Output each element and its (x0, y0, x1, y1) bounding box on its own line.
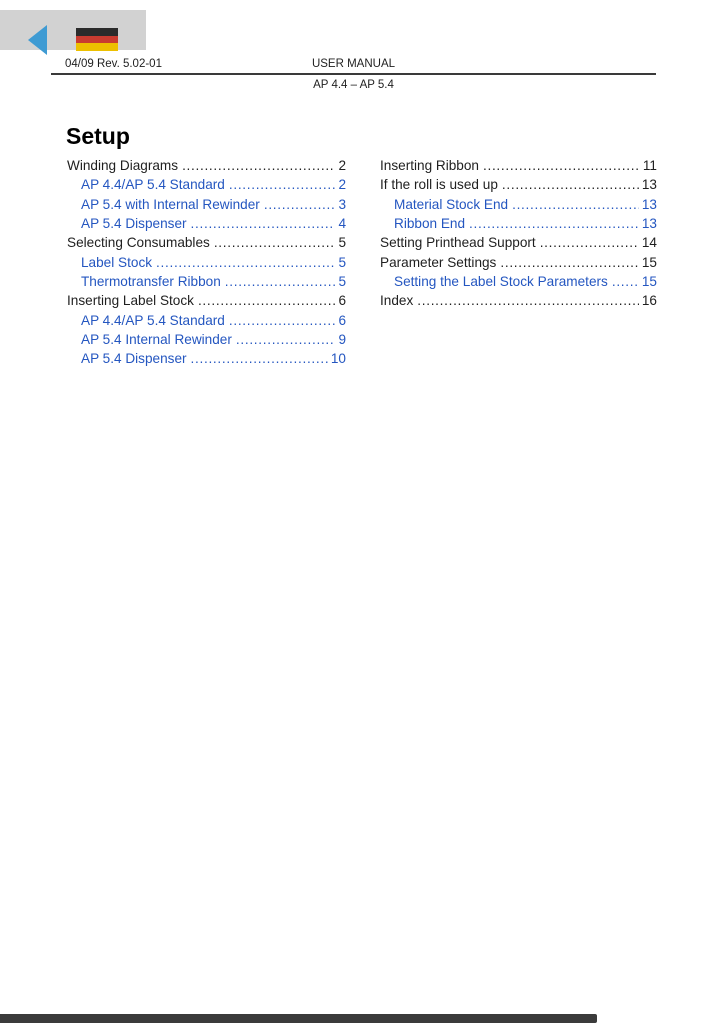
back-arrow-icon[interactable] (28, 25, 47, 55)
toc-entry-label: AP 5.4 with Internal Rewinder (81, 196, 260, 212)
toc-entry-page: 6 (338, 293, 346, 309)
viewer-nav-box (0, 10, 146, 50)
toc-entry-label: Material Stock End (394, 196, 509, 212)
toc-entry[interactable] (380, 272, 657, 291)
toc-entry[interactable] (380, 175, 657, 194)
toc-entry-page: 15 (641, 254, 657, 270)
dot-leader (264, 195, 336, 214)
header-doc-type: USER MANUAL (311, 58, 396, 70)
dot-leader (612, 272, 639, 291)
toc-entry-label: Inserting Label Stock (67, 293, 194, 309)
dot-leader (236, 330, 336, 349)
dot-leader (500, 253, 639, 272)
toc-entry-page: 10 (330, 351, 346, 367)
toc-entry[interactable] (67, 330, 346, 349)
toc-entry-label: Inserting Ribbon (380, 158, 479, 173)
dot-leader (483, 156, 640, 175)
toc-entry[interactable] (67, 272, 346, 291)
toc-entry[interactable] (380, 214, 657, 233)
toc-entry[interactable] (67, 253, 346, 272)
dot-leader (417, 291, 639, 310)
toc-entry[interactable] (67, 233, 346, 252)
toc-entry-page: 13 (641, 196, 657, 212)
dot-leader (229, 311, 336, 330)
toc-entry-page: 6 (338, 312, 346, 328)
toc-entry-page: 5 (338, 235, 346, 251)
header-revision: 04/09 Rev. 5.02-01 (65, 58, 162, 70)
toc-entry[interactable] (67, 291, 346, 310)
toc-entry[interactable] (380, 233, 657, 252)
toc-entry[interactable] (67, 156, 346, 175)
toc-entry[interactable] (67, 214, 346, 233)
toc-entry-page: 16 (641, 293, 657, 309)
flag-stripe-red (76, 36, 118, 44)
header-product-range: AP 4.4 – AP 5.4 (313, 79, 394, 91)
toc-entry-label: Parameter Settings (380, 254, 497, 270)
german-flag-icon[interactable] (76, 28, 118, 51)
header-rule (51, 73, 656, 75)
toc-entry-label: Selecting Consumables (67, 235, 210, 251)
dot-leader (156, 253, 335, 272)
toc-entry[interactable] (67, 195, 346, 214)
toc-left-column (67, 156, 346, 369)
toc-entry[interactable] (380, 156, 657, 175)
toc-entry-label: AP 5.4 Dispenser (81, 351, 187, 367)
dot-leader (214, 233, 336, 252)
toc-entry-page: 13 (641, 177, 657, 193)
toc-entry[interactable] (67, 311, 346, 330)
dot-leader (198, 291, 335, 310)
toc-entry-label: Thermotransfer Ribbon (81, 274, 221, 290)
toc-entry-label: Index (380, 293, 414, 309)
toc-entry-label: AP 5.4 Dispenser (81, 216, 187, 232)
toc-entry-label: Setting the Label Stock Parameters (394, 274, 608, 290)
toc-entry-page: 3 (338, 196, 346, 212)
toc-entry-page: 4 (338, 216, 346, 232)
toc-entry[interactable] (380, 253, 657, 272)
toc-entry-page: 14 (641, 235, 657, 251)
toc-entry-page: 5 (338, 274, 346, 290)
dot-leader (540, 233, 639, 252)
toc-entry-page: 2 (338, 177, 346, 193)
toc-entry[interactable] (380, 291, 657, 310)
toc-entry-page: 2 (338, 158, 346, 173)
toc-entry-label: Winding Diagrams (67, 158, 179, 173)
dot-leader (182, 156, 335, 175)
toc-entry-page: 15 (641, 274, 657, 290)
toc-right-column (380, 156, 657, 369)
dot-leader (512, 195, 639, 214)
toc-entry-page: 11 (642, 158, 657, 173)
flag-stripe-black (76, 28, 118, 36)
dot-leader (191, 349, 328, 368)
horizontal-scrollbar-thumb[interactable] (0, 1014, 597, 1023)
toc-entry-page: 13 (641, 216, 657, 232)
toc-entry-label: AP 5.4 Internal Rewinder (81, 332, 232, 348)
toc-entry[interactable] (67, 349, 346, 368)
toc-entry[interactable] (67, 175, 346, 194)
dot-leader (191, 214, 336, 233)
toc-entry-label: Setting Printhead Support (380, 235, 536, 251)
dot-leader (225, 272, 336, 291)
page-title: Setup (66, 123, 130, 149)
dot-leader (502, 175, 639, 194)
table-of-contents (67, 156, 657, 369)
toc-entry-page: 9 (338, 332, 346, 348)
dot-leader (229, 175, 336, 194)
toc-entry-page: 5 (338, 254, 346, 270)
toc-entry-label: Label Stock (81, 254, 153, 270)
flag-stripe-gold (76, 43, 118, 51)
toc-entry-label: AP 4.4/AP 5.4 Standard (81, 177, 225, 193)
toc-entry-label: AP 4.4/AP 5.4 Standard (81, 312, 225, 328)
toc-entry-label: Ribbon End (394, 216, 466, 232)
dot-leader (469, 214, 639, 233)
toc-entry-label: If the roll is used up (380, 177, 498, 193)
toc-entry[interactable] (380, 195, 657, 214)
